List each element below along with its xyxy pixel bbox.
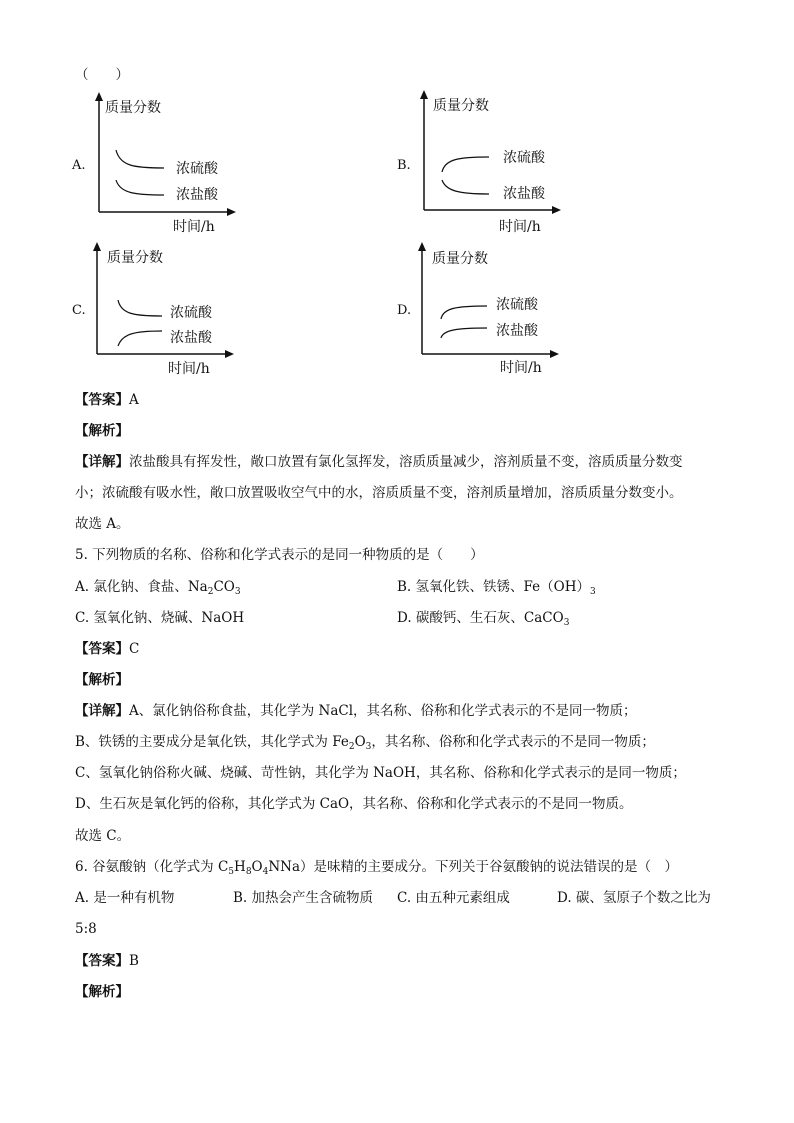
q4-answer: A	[129, 392, 139, 408]
graph-d-x-arrow	[550, 350, 559, 358]
graph-a-y-arrow	[95, 92, 103, 101]
graph-a-ylabel: 质量分数	[105, 100, 161, 116]
q4-paren: （ ）	[75, 67, 129, 83]
q6-stem: 6. 谷氨酸钠（化学式为 $C_5H_8O_4NNa$）是味精的主要成分。下列关于谷氨酸钠的说法错误的是（ ）	[75, 859, 679, 877]
graph-c-letter: C.	[72, 303, 86, 318]
q5-detail-a: 【详解】A、氯化钠俗称食盐，其化学为 NaCl，其名称、俗称和化学式表示的不是同一物质；	[75, 703, 637, 719]
q4-answer-line	[75, 391, 139, 409]
graph-d-svg	[395, 242, 565, 382]
graph-c-curve-bottom	[118, 331, 162, 346]
graph-d-letter: D.	[397, 303, 412, 318]
graph-d-top-label: 浓硫酸	[496, 297, 538, 313]
q6-option-a: A. 是一种有机物	[75, 890, 175, 906]
graph-b-x-arrow	[552, 206, 561, 214]
graph-d-ylabel: 质量分数	[432, 251, 488, 267]
graph-b	[395, 90, 565, 239]
graph-b-bottom-label: 浓盐酸	[503, 186, 545, 202]
graph-b-letter: B.	[397, 158, 411, 173]
graph-c	[70, 242, 240, 386]
q6-option-d: D. 碳、氢原子个数之比为	[557, 890, 711, 906]
q5-option-a: A. 氯化钠、食盐、$Na_2CO_3$	[75, 579, 241, 597]
graph-d-xlabel: 时间/h	[500, 360, 542, 376]
graph-a-x-arrow	[227, 208, 236, 216]
graph-a-xlabel: 时间/h	[173, 219, 215, 235]
q4-detail-tag: 【详解】	[75, 454, 129, 470]
graph-c-ylabel: 质量分数	[107, 250, 163, 266]
q5-detail-tag: 【详解】	[75, 703, 129, 719]
q5-answer-tag: 【答案】	[75, 641, 129, 657]
graph-b-svg	[395, 90, 565, 235]
q5-analysis-tag: 【解析】	[75, 672, 129, 688]
graph-a-curve-top	[116, 150, 164, 168]
q6-analysis-tag: 【解析】	[75, 984, 129, 1000]
q6-answer-line	[75, 952, 139, 970]
graph-d-curve-top	[441, 306, 487, 319]
q5-stem: 5. 下列物质的名称、俗称和化学式表示的是同一种物质的是（ ）	[75, 547, 484, 563]
graph-c-y-arrow	[93, 242, 101, 251]
q4-detail-text1: 浓盐酸具有挥发性，敞口放置有氯化氢挥发，溶质质量减少，溶剂质量不变，溶质质量分数变	[129, 454, 683, 470]
graph-a-bottom-label: 浓盐酸	[176, 187, 218, 203]
q6-option-b: B. 加热会产生含硫物质	[233, 890, 374, 906]
graph-c-curve-top	[118, 300, 162, 316]
graph-a-curve-bottom	[116, 180, 164, 195]
q6-answer: B	[129, 953, 139, 969]
q5-detail-c: C、氢氧化钠俗称火碱、烧碱、苛性钠，其化学为 NaOH，其名称、俗称和化学式表示的是同一物质；	[75, 765, 686, 781]
graph-d	[395, 242, 565, 386]
graph-a-top-label: 浓硫酸	[176, 161, 218, 177]
q4-conclusion: 故选 A。	[75, 516, 130, 532]
q6-answer-tag: 【答案】	[75, 953, 129, 969]
q5-detail-d: D、生石灰是氧化钙的俗称，其化学式为 CaO，其名称、俗称和化学式表示的不是同一物质。	[75, 796, 633, 812]
graph-c-top-label: 浓硫酸	[170, 305, 212, 321]
graph-c-svg	[70, 242, 240, 382]
q4-detail-line2: 小；浓硫酸有吸水性，敞口放置吸收空气中的水，溶质质量不变，溶剂质量增加，溶质质量分数变小。	[75, 485, 683, 501]
q5-detail-b: B、铁锈的主要成分是氧化铁，其化学式为 $Fe_2O_3$，其名称、俗称和化学式表示的不是同一物质；	[75, 734, 655, 752]
graph-b-xlabel: 时间/h	[499, 219, 541, 235]
q6-option-d-cont: 5:8	[75, 921, 97, 937]
graph-b-curve-top	[442, 157, 489, 172]
q5-option-d: D. 碳酸钙、生石灰、CaCO$_3$	[397, 610, 570, 628]
q4-analysis-tag: 【解析】	[75, 423, 129, 439]
graph-b-curve-bottom	[442, 180, 489, 194]
q5-answer-line	[75, 640, 139, 658]
q5-conclusion: 故选 C。	[75, 828, 131, 844]
q4-detail-line1	[75, 453, 683, 471]
graph-b-ylabel: 质量分数	[433, 98, 489, 114]
q5-option-b: B. 氢氧化铁、铁锈、$Fe(OH)_3$	[397, 579, 596, 597]
graph-c-bottom-label: 浓盐酸	[170, 330, 212, 346]
graph-b-top-label: 浓硫酸	[503, 150, 545, 166]
graph-a	[70, 92, 240, 236]
graph-d-curve-bottom	[441, 328, 487, 338]
graph-d-bottom-label: 浓盐酸	[496, 323, 538, 339]
graph-d-y-arrow	[418, 242, 426, 251]
q5-answer: C	[129, 641, 140, 657]
graph-a-letter: A.	[72, 158, 86, 173]
graph-c-x-arrow	[225, 350, 234, 358]
graph-c-xlabel: 时间/h	[168, 361, 210, 377]
q5-option-c: C. 氢氧化钠、烧碱、NaOH	[75, 610, 245, 626]
graph-b-y-arrow	[420, 90, 428, 99]
q6-option-c: C. 由五种元素组成	[397, 890, 510, 906]
q4-answer-tag: 【答案】	[75, 392, 129, 408]
graph-a-svg	[70, 92, 240, 235]
